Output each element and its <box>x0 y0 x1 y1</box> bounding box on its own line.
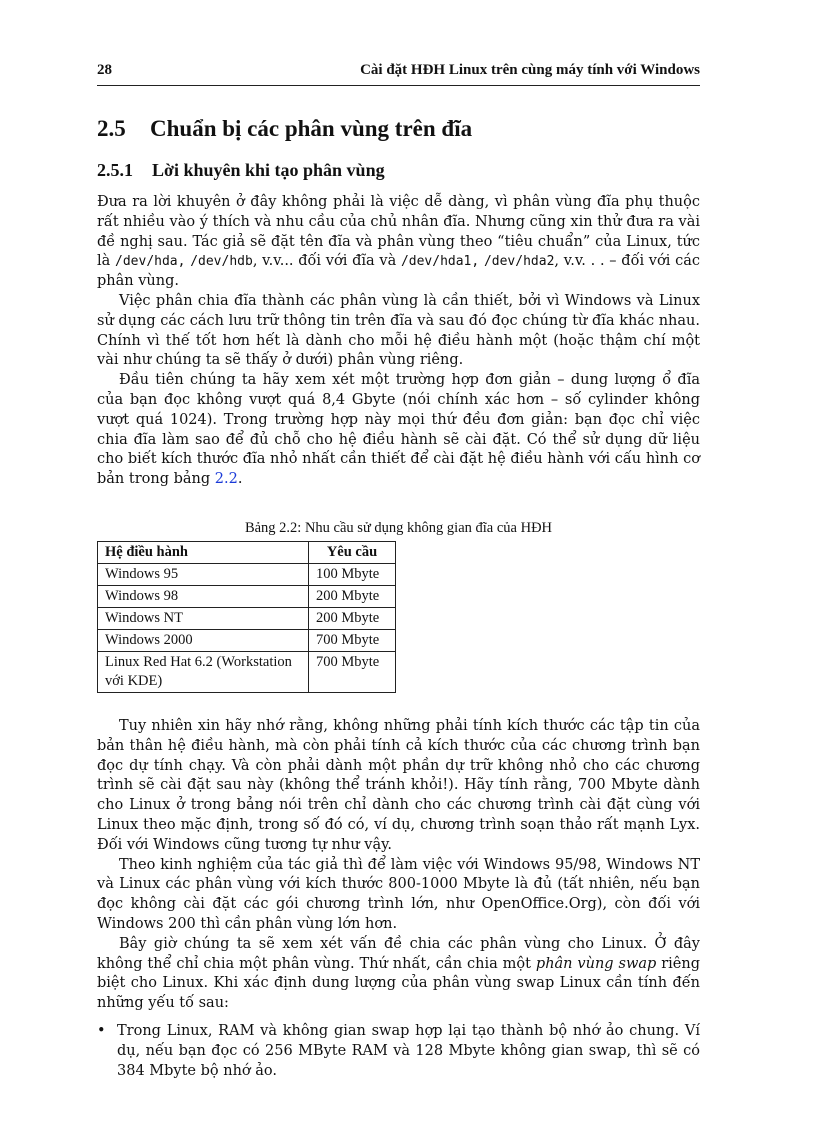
table-reference-link[interactable]: 2.2 <box>214 471 238 488</box>
os-cell: Windows 95 <box>98 563 309 585</box>
disk-requirements-table <box>97 541 396 693</box>
section-title: Chuẩn bị các phân vùng trên đĩa <box>150 116 473 141</box>
size-cell: 100 Mbyte <box>309 563 396 585</box>
device-name: /dev/hda, <box>115 254 186 270</box>
subsection-number: 2.5.1 <box>97 160 133 180</box>
paragraph-3: Đầu tiên chúng ta hãy xem xét một trường hợp đơn giản – dung lượng ổ đĩa của bạn đọc không vượt quá 8,4 Gbyte (nói chính xác hơn – số cylinder không vượt quá 1024). Trong trường hợp này mọi thứ đều đơn giản: bạn đọc chỉ việc chia đĩa làm sao để đủ chỗ cho hệ điều hành sẽ cài đặt. Có thể sử dụng dữ liệu cho biết kích thước đĩa nhỏ nhất cần thiết để cài đặt hệ điều hành với cấu hình cơ bản trong bảng 2.2. <box>97 372 700 488</box>
device-name: /dev/hda1, <box>400 254 480 270</box>
page-number: 28 <box>97 62 112 78</box>
device-name: /dev/hdb <box>190 254 253 270</box>
running-header <box>97 62 700 86</box>
os-cell: Windows 98 <box>98 585 309 607</box>
table-header-row <box>98 541 396 563</box>
table-row <box>98 607 396 629</box>
section-heading <box>97 116 700 142</box>
table-row <box>98 651 396 692</box>
subsection-title: Lời khuyên khi tạo phân vùng <box>152 160 385 180</box>
paragraph-1: Đưa ra lời khuyên ở đây không phải là việc dễ dàng, vì phân vùng đĩa phụ thuộc rất nhiều vào ý thích và nhu cầu của chủ nhân đĩa. Nhưng cũng xin thử đưa ra vài đề nghị sau. Tác giả sẽ đặt tên đĩa và phân vùng theo “tiêu chuẩn” của Linux, tức là /dev/hda, /dev/hdb, v.v... đối với đĩa và /dev/hda1, /dev/hda2, v.v. . . – đối với các phân vùng. <box>97 194 700 290</box>
os-cell: Windows NT <box>98 607 309 629</box>
emphasis: phân vùng swap <box>535 955 657 972</box>
paragraph-2: Việc phân chia đĩa thành các phân vùng là cần thiết, bởi vì Windows và Linux sử dụng các cách lưu trữ thông tin trên đĩa và sau đó đọc chúng từ đĩa khác nhau. Chính vì thế tốt hơn hết là dành cho mỗi hệ điều hành một (hoặc thậm chí một vài như chúng ta sẽ thấy ở dưới) phân vùng riêng. <box>97 292 700 369</box>
table-caption: Bảng 2.2: Nhu cầu sử dụng không gian đĩa của HĐH <box>244 519 553 536</box>
paragraph-4: Tuy nhiên xin hãy nhớ rằng, không những phải tính kích thước các tập tin của bản thân hệ điều hành, mà còn phải tính cả kích thước của các chương trình bạn đọc dự tính chạy. Và còn phải dành một phần dự trữ không nhỏ cho các chương trình sẽ cài đặt sau này (không thể tránh khỏi!). Hãy tính rằng, 700 Mbyte dành cho Linux ở trong bảng nói trên chỉ dành cho các chương trình cài đặt cùng với Linux theo mặc định, trong số đó có, ví dụ, chương trình soạn thảo rất mạnh Lyx. Đối với Windows cũng tương tự như vậy. <box>97 717 700 853</box>
table-row <box>98 563 396 585</box>
running-title: Cài đặt HĐH Linux trên cùng máy tính với Windows <box>360 62 700 78</box>
column-header: Hệ điều hành <box>98 541 309 563</box>
os-cell: Linux Red Hat 6.2 (Workstation với KDE) <box>98 651 309 692</box>
device-name: /dev/hda2 <box>483 254 555 270</box>
bullet-icon: • <box>97 1022 106 1039</box>
size-cell: 200 Mbyte <box>309 607 396 629</box>
subsection-heading <box>97 160 700 181</box>
document-page <box>97 62 700 1081</box>
size-cell: 700 Mbyte <box>309 651 396 692</box>
size-cell: 200 Mbyte <box>309 585 396 607</box>
paragraph-5: Theo kinh nghiệm của tác giả thì để làm việc với Windows 95/98, Windows NT và Linux các phân vùng với kích thước 800-1000 Mbyte là đủ (tất nhiên, nếu bạn đọc không cài đặt các gói chương trình lớn, như OpenOffice.Org), còn đối với Windows 200 thì cần phân vùng lớn hơn. <box>97 856 700 932</box>
list-item: • Trong Linux, RAM và không gian swap hợp lại tạo thành bộ nhớ ảo chung. Ví dụ, nếu bạn đọc có 256 MByte RAM và 128 Mbyte không gian swap, thì sẽ có 384 Mbyte bộ nhớ ảo. <box>97 1022 700 1079</box>
size-cell: 700 Mbyte <box>309 629 396 651</box>
column-header: Yêu cầu <box>309 541 396 563</box>
bullet-list <box>97 1022 700 1081</box>
table-row <box>98 629 396 651</box>
section-number: 2.5 <box>97 116 126 141</box>
table-row <box>98 585 396 607</box>
paragraph-6: Bây giờ chúng ta sẽ xem xét vấn đề chia các phân vùng cho Linux. Ở đây không thể chỉ chia một phân vùng. Thứ nhất, cần chia một phân vùng swap riêng biệt cho Linux. Khi xác định dung lượng của phân vùng swap Linux cần tính đến những yếu tố sau: <box>97 935 700 1012</box>
os-cell: Windows 2000 <box>98 629 309 651</box>
